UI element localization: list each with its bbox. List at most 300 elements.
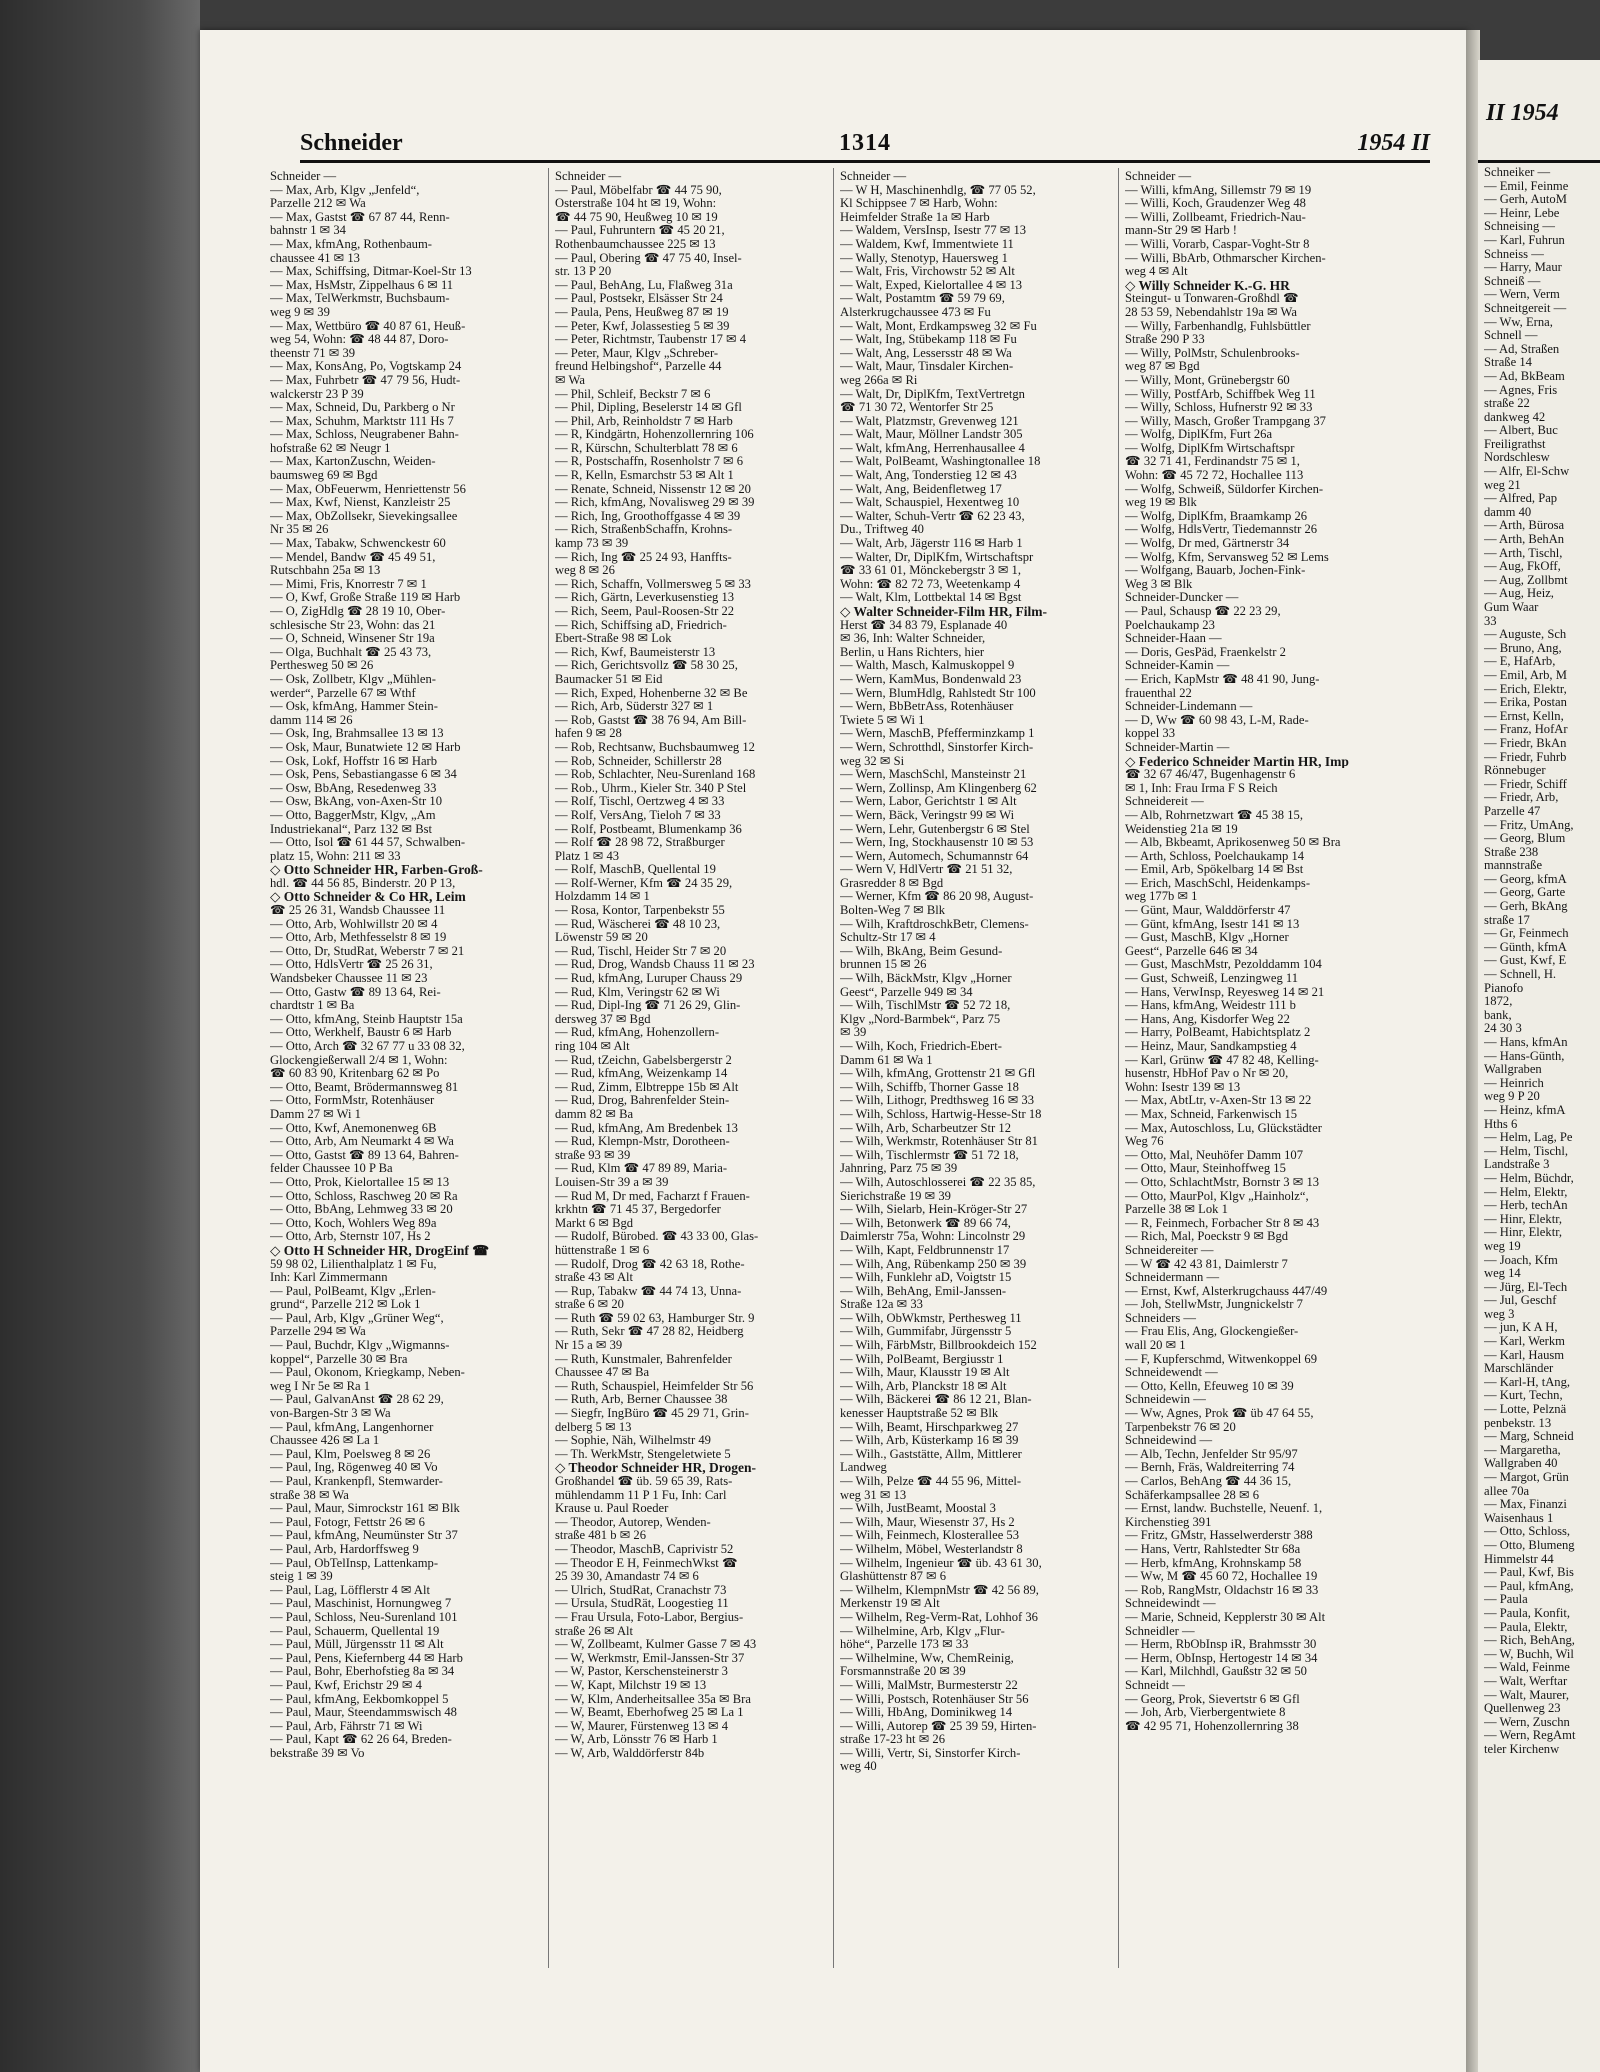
next-page-entry: — Ernst, Kelln, [1484,709,1564,723]
directory-entry: — Herm, RbObInsp iR, Brahmsstr 30 [1125,1638,1317,1652]
directory-entry: — Rosa, Kontor, Tarpenbekstr 55 [555,904,725,918]
directory-entry: — Rud, Tischl, Heider Str 7 ✉ 20 [555,944,727,958]
directory-entry: — Peter, Kwf, Jolassestieg 5 ✉ 39 [555,319,730,333]
directory-entry: — Paul, Obering ☎ 47 75 40, Insel- [555,251,742,265]
directory-entry: — Rud, Dipl-Ing ☎ 71 26 29, Glin- [555,999,741,1013]
next-page-column [1484,166,1600,1756]
directory-entry: — Wilhelm, KlempnMstr ☎ 42 56 89, [840,1583,1039,1597]
directory-entry: Osterstraße 104 ht ✉ 19, Wohn: [555,197,717,211]
directory-entry: — Otto, MaurPol, Klgv „Hainholz“, [1125,1189,1309,1203]
directory-entry: — Walter, Schuh-Vertr ☎ 62 23 43, [840,509,1025,523]
directory-entry: grund“, Parzelle 212 ✉ Lok 1 [270,1298,421,1312]
directory-entry: — Wilh, PolBeamt, Bergiusstr 1 [840,1352,1004,1366]
directory-entry: — Willy, Farbenhandlg, Fuhlsbüttler [1125,319,1311,333]
directory-entry: ☎ 33 61 01, Mönckebergstr 3 ✉ 1, [840,564,1021,578]
directory-page [200,30,1468,2072]
next-page-entry: — Heinrich [1484,1076,1544,1090]
directory-entry: ☎ 42 95 71, Hohenzollernring 38 [1125,1719,1299,1733]
directory-entry: — Heinz, Maur, Sandkampstieg 4 [1125,1040,1297,1053]
next-page-entry: — Agnes, Fris [1484,383,1558,397]
directory-entry: — D, Ww ☎ 60 98 43, L-M, Rade- [1125,713,1309,727]
directory-entry: hofstraße 62 ✉ Neugr 1 [270,441,391,455]
directory-entry: — Theodor E H, FeinmechWkst ☎ [555,1556,738,1570]
next-page-entry: 33 [1484,614,1497,628]
directory-entry: — Wilh, KraftdroschkBetr, Clemens- [840,917,1029,931]
next-page-entry: — Helm, Tischl, [1484,1144,1568,1158]
directory-entry: — Frau Elis, Ang, Glockengießer- [1125,1325,1299,1339]
directory-entry: — O, ZigHdlg ☎ 28 19 10, Ober- [270,605,446,618]
directory-entry: — Walth, Masch, Kalmuskoppel 9 [840,659,1015,673]
directory-entry: — Waldem, VersInsp, Isestr 77 ✉ 13 [840,224,1027,238]
directory-entry: — Wilhelm, Ingenieur ☎ üb. 43 61 30, [840,1556,1042,1570]
next-page-entry: — Hans, kfmAn [1484,1036,1568,1049]
column-divider [548,168,549,1968]
directory-entry: — Paul, kfmAng, Langenhorner [270,1420,434,1434]
directory-entry: — Rob, Gastst ☎ 38 76 94, Am Bill- [555,713,747,727]
next-page-entry: — W, Buchh, Wil [1484,1647,1574,1661]
directory-entry: — Paul, BehAng, Lu, Flaßweg 31a [555,278,733,292]
header-year-volume: 1954 II [1357,130,1430,156]
directory-entry: weg 4 ✉ Alt [1125,265,1188,279]
next-page-entry: — Marg, Schneid [1484,1430,1574,1444]
directory-entry: — Willi, Autorep ☎ 25 39 59, Hirten- [840,1719,1037,1733]
directory-entry: — Wally, Stenotyp, Hauersweg 1 [840,251,1008,265]
directory-entry: — Rich, Exped, Hohenberne 32 ✉ Be [555,686,748,700]
directory-entry: — Max, kfmAng, Rothenbaum- [270,237,432,251]
directory-entry: von-Bargen-Str 3 ✉ Wa [270,1407,391,1421]
directory-entry: — Paul, Kapt ☎ 62 26 64, Breden- [270,1733,452,1747]
directory-entry: — Osk, Lokf, Hoffstr 16 ✉ Harb [270,754,438,768]
directory-entry: Schneidereiter — [1125,1243,1214,1257]
directory-entry: — Wilh, TischlMstr ☎ 52 72 18, [840,999,1011,1013]
directory-entry: — Hans, kfmAng, Weidestr 111 b [1125,999,1296,1013]
directory-entry: chardtstr 1 ✉ Ba [270,999,355,1013]
directory-entry: — Fritz, GMstr, Hasselwerderstr 388 [1125,1529,1313,1543]
next-page-header: II 1954 [1486,100,1559,126]
directory-entry: — Walt, Arb, Jägerstr 116 ✉ Harb 1 [840,537,1023,551]
next-page-entry: — Auguste, Sch [1484,628,1567,642]
directory-entry: — Rud, Drog, Bahrenfelder Stein- [555,1094,730,1108]
directory-entry: ☎ 71 30 72, Wentorfer Str 25 [840,401,994,415]
directory-entry: — Max, ObFeuerwm, Henriettenstr 56 [270,482,466,496]
directory-entry: — W, Kapt, Milchstr 19 ✉ 13 [555,1678,707,1692]
directory-column-3 [840,170,1115,1980]
next-page-entry: — Aug, Heiz, [1484,587,1554,601]
directory-entry: — Wilh, Bäckerei ☎ 86 12 21, Blan- [840,1393,1032,1407]
directory-entry: — Alb, Techn, Jenfelder Str 95/97 [1125,1447,1298,1461]
directory-entry: Weg 3 ✉ Blk [1125,577,1193,591]
directory-entry: — Walter, Dr, DiplKfm, Wirtschaftspr [840,550,1034,564]
directory-entry: — Paul, Postsekr, Elsässer Str 24 [555,292,723,306]
directory-entry: — Rich, Schaffn, Vollmersweg 5 ✉ 33 [555,577,751,591]
directory-entry: — Wolfg, HdlsVertr, Tiedemannstr 26 [1125,523,1318,537]
directory-entry: ✉ Wa [555,373,585,387]
next-page-entry: — Heinr, Lebe [1484,206,1560,220]
directory-entry: ◇ Federico Schneider Martin HR, Imp [1125,754,1349,769]
directory-entry: — Max, Wettbüro ☎ 40 87 61, Heuß- [270,319,466,333]
next-page-entry: — Fritz, UmAng, [1484,818,1574,832]
next-page-entry: — Georg, Blum [1484,832,1566,846]
directory-entry: weg 9 ✉ 39 [270,305,330,319]
next-page-entry: — Emil, Arb, M [1484,668,1567,682]
next-page-entry: — Arth, BehAn [1484,533,1565,547]
next-page-entry: Hths 6 [1484,1117,1518,1131]
directory-entry: chaussee 41 ✉ 13 [270,251,360,265]
next-page-entry: — Max, Finanzi [1484,1498,1567,1512]
directory-entry: weg I Nr 5e ✉ Ra 1 [270,1379,371,1393]
directory-entry: — Ww, M ☎ 45 60 72, Hochallee 19 [1125,1570,1318,1584]
next-page-entry: — Wald, Feinme [1484,1661,1570,1675]
directory-entry: ☎ 44 75 90, Heußweg 10 ✉ 19 [555,210,718,224]
next-page-entry: — Erich, Elektr, [1484,682,1567,696]
directory-entry: — Willi, Postsch, Rotenhäuser Str 56 [840,1692,1029,1706]
directory-entry: — R, Postschaffn, Rosenholstr 7 ✉ 6 [555,455,744,469]
next-page-entry: — Hinr, Elektr, [1484,1226,1563,1240]
directory-entry: — Paul, Krankenpfl, Stemwarder- [270,1475,443,1488]
directory-entry: — Paul, Maur, Simrockstr 161 ✉ Blk [270,1502,460,1516]
directory-entry: str. 13 P 20 [555,265,612,279]
directory-entry: — Max, KonsAng, Po, Vogtskamp 24 [270,360,462,374]
directory-entry: — Alb, Bkbeamt, Aprikosenweg 50 ✉ Bra [1125,836,1341,850]
directory-entry: — Rolf, Tischl, Oertzweg 4 ✉ 33 [555,795,725,809]
next-page-entry: Straße 14 [1484,356,1532,370]
directory-entry: — Wolfg, DiplKfm Wirtschaftspr [1125,441,1295,455]
directory-entry: Klgv „Nord-Barmbek“, Parz 75 [840,1012,1001,1026]
directory-entry: ◇ Otto H Schneider HR, DrogEinf ☎ [270,1243,490,1258]
directory-entry: — Wilhelmine, Ww, ChemReinig, [840,1651,1014,1665]
next-page-entry: — Jul, Geschf [1484,1294,1557,1308]
directory-entry: — Walt, Schauspiel, Hexentweg 10 [840,496,1020,510]
directory-entry: — Otto, FormMstr, Rotenhäuser [270,1094,435,1108]
directory-entry: — Max, Schloss, Neugrabener Bahn- [270,428,459,442]
next-page-entry: Waisenhaus 1 [1484,1511,1554,1525]
directory-entry: Schneider-Haan — [1125,632,1222,646]
next-page-entry: — Lotte, Pelznä [1484,1403,1567,1417]
directory-entry: ring 104 ✉ Alt [555,1040,630,1053]
directory-entry: — Rolf, MaschB, Quellental 19 [555,863,716,877]
directory-entry: — Rob, Schlachter, Neu-Surenland 168 [555,768,756,782]
directory-entry: — Ernst, Kwf, Alsterkrugchauss 447/49 [1125,1284,1328,1298]
directory-entry: — Max, Tabakw, Schwenckestr 60 [270,537,446,551]
directory-entry: — Rich, StraßenbSchaffn, Krohns- [555,523,733,537]
next-page-entry: Quellenweg 23 [1484,1702,1561,1716]
directory-entry: — Max, TelWerkmstr, Buchsbaum- [270,292,450,306]
directory-entry: Schäferkampsallee 28 ✉ 6 [1125,1488,1259,1502]
directory-entry: — Wilh, Beamt, Hirschparkweg 27 [840,1420,1019,1434]
directory-entry: — Walt, Platzmstr, Grevenweg 121 [840,414,1019,428]
next-page-entry: Schneiss — [1484,247,1544,261]
directory-entry: — Otto, BaggerMstr, Klgv, „Am [270,808,436,822]
next-page-entry: — Karl, Fuhrun [1484,233,1565,247]
next-page-entry: — Karl, Werkm [1484,1335,1565,1349]
next-page-entry: — Friedr, Fuhrb [1484,750,1567,764]
next-page-entry: — Aug, FkOff, [1484,560,1561,574]
directory-entry: — Herm, ObInsp, Hertogestr 14 ✉ 34 [1125,1651,1318,1665]
directory-entry: Chaussee 47 ✉ Ba [555,1366,650,1380]
directory-entry: weg 87 ✉ Bgd [1125,360,1200,374]
directory-entry: — Willi, Vertr, Si, Sinstorfer Kirch- [840,1746,1021,1760]
directory-entry: — Paul, Buchdr, Klgv „Wigmanns- [270,1339,450,1353]
next-page-entry: damm 40 [1484,505,1532,519]
directory-entry: Schultz-Str 17 ✉ 4 [840,931,936,945]
next-page-entry: — Wern, RegAmt [1484,1729,1576,1743]
directory-entry: — Theodor, Autorep, Wenden- [555,1515,711,1529]
directory-entry: — Rud M, Dr med, Facharzt f Frauen- [555,1189,750,1203]
directory-entry: — Otto, Kwf, Anemonenweg 6B [270,1121,437,1135]
directory-entry: Nr 35 ✉ 26 [270,523,329,537]
next-page-entry: — Ad, BkBeam [1484,369,1565,383]
directory-entry: straße 17-23 ht ✉ 26 [840,1733,945,1747]
directory-entry: Schneider-Lindemann — [1125,700,1253,714]
directory-entry: — Otto, Dr, StudRat, Weberstr 7 ✉ 21 [270,944,465,958]
directory-entry: Rothenbaumchaussee 225 ✉ 13 [555,237,716,251]
next-page-entry: mannstraße [1484,859,1543,873]
directory-column-4 [1125,170,1400,1980]
directory-entry: — Paul, Schausp ☎ 22 23 29, [1125,605,1281,618]
directory-entry: — Willy, Schloss, Hufnerstr 92 ✉ 33 [1125,401,1313,415]
directory-entry: Geest“, Parzelle 949 ✉ 34 [840,985,973,999]
directory-entry: straße 6 ✉ 20 [555,1298,624,1312]
directory-entry: — R, Kindgärtn, Hohenzollernring 106 [555,428,754,442]
directory-entry: Schneider-Duncker — [1125,591,1239,605]
directory-entry: werder“, Parzelle 67 ✉ Wthf [270,686,416,700]
directory-entry: ◇ Willy Schneider K.-G. HR [1125,278,1290,293]
directory-entry: — F, Kupferschmd, Witwenkoppel 69 [1125,1352,1318,1366]
directory-entry: — Paul, Müll, Jürgensstr 11 ✉ Alt [270,1638,444,1652]
directory-entry: — Willi, HbAng, Dominikweg 14 [840,1706,1013,1720]
next-page-entry: Rönnebuger [1484,764,1546,778]
directory-entry: — Walt, Ang, Lessersstr 48 ✉ Wa [840,346,1012,360]
directory-entry: weg 19 ✉ Blk [1125,496,1197,510]
directory-entry: — Max, Arb, Klgv „Jenfeld“, [270,183,420,197]
next-page-entry: — Paula, Konfit, [1484,1606,1571,1620]
directory-entry: bahnstr 1 ✉ 34 [270,224,346,238]
directory-entry: — Ruth, Arb, Berner Chaussee 38 [555,1393,728,1407]
directory-entry: — Alb, Rohrnetzwart ☎ 45 38 15, [1125,808,1303,822]
directory-entry: — Gust, Schweiß, Lenzingweg 11 [1125,972,1299,986]
directory-entry: — W, Arb, Lönsstr 76 ✉ Harb 1 [555,1733,718,1747]
directory-entry: — Carlos, BehAng ☎ 44 36 15, [1125,1475,1292,1488]
next-page-entry: Schneising — [1484,220,1556,234]
directory-entry: — Max, Schiffsing, Ditmar-Koel-Str 13 [270,265,472,279]
next-page-entry: — Walt, Werftar [1484,1674,1568,1688]
next-page-entry: — Emil, Feinme [1484,179,1569,193]
next-page-entry: — Ww, Erna, [1484,315,1553,329]
directory-entry: Heimfelder Straße 1a ✉ Harb [840,210,990,224]
directory-entry: walckerstr 23 P 39 [270,387,364,401]
directory-entry: — Otto, Isol ☎ 61 44 57, Schwalben- [270,836,466,850]
directory-entry: — Otto, kfmAng, Steinb Hauptstr 15a [270,1012,463,1026]
directory-entry: — Gust, MaschB, Klgv „Horner [1125,931,1289,945]
directory-entry: — Otto, Schloss, Raschweg 20 ✉ Ra [270,1189,458,1203]
next-page-entry: — Albert, Buc [1484,424,1558,438]
directory-entry: — Wilhelm, Reg-Verm-Rat, Lohhof 36 [840,1610,1038,1624]
directory-entry: straße 38 ✉ Wa [270,1488,349,1502]
directory-entry: — Rolf ☎ 28 98 72, Straßburger [555,836,725,850]
directory-entry: — Rud, tZeichn, Gabelsbergerstr 2 [555,1053,732,1067]
directory-entry: — Wilh, BkAng, Beim Gesund- [840,944,1003,958]
next-page-entry: — Aug, Zollbmt [1484,573,1568,587]
directory-entry: — Karl, Milchhdl, Gaußstr 32 ✉ 50 [1125,1665,1307,1679]
directory-entry: — Georg, Prok, Sievertstr 6 ✉ Gfl [1125,1692,1300,1706]
directory-entry: — Rud, Zimm, Elbtreppe 15b ✉ Alt [555,1080,739,1094]
directory-entry: — Waldem, Kwf, Immentwiete 11 [840,237,1014,251]
next-page-edge [1478,60,1600,2072]
directory-entry: — Paul, Lag, Löfflerstr 4 ✉ Alt [270,1583,431,1597]
directory-entry: — Ernst, landw. Buchstelle, Neuenf. 1, [1125,1502,1323,1516]
next-page-entry: — Joach, Kfm [1484,1253,1558,1267]
next-page-entry: — Paul, Kwf, Bis [1484,1566,1574,1580]
directory-entry: — Rud, kfmAng, Hohenzollern- [555,1026,720,1040]
next-page-entry: 1872, [1484,995,1513,1009]
directory-entry: Industriekanal“, Parz 132 ✉ Bst [270,822,432,836]
directory-entry: — Walt, Postamtm ☎ 59 79 69, [840,292,1005,306]
directory-entry: 28 53 59, Nebendahlstr 19a ✉ Wa [1125,305,1297,319]
directory-entry: — Rud, Klm, Veringstr 62 ✉ Wi [555,985,720,999]
directory-entry: kenesser Hauptstraße 52 ✉ Blk [840,1407,999,1421]
directory-entry: ☎ 25 26 31, Wandsb Chaussee 11 [270,904,446,918]
next-page-entry: Pianofo [1484,981,1524,995]
column-head: Schneider — [840,170,907,183]
directory-column-2 [555,170,830,1980]
directory-entry: — Sophie, Näh, Wilhelmstr 49 [555,1434,711,1448]
next-page-entry: 24 30 3 [1484,1022,1522,1036]
directory-entry: — Ruth, Kunstmaler, Bahrenfelder [555,1352,732,1366]
next-page-entry: — Margot, Grün [1484,1471,1569,1484]
directory-entry: — Rich, Seem, Paul-Roosen-Str 22 [555,605,735,618]
directory-entry: — Paul, Arb, Fährstr 71 ✉ Wi [270,1719,423,1733]
directory-entry: — Paula, Pens, Heußweg 87 ✉ 19 [555,305,729,319]
directory-entry: Straße 290 P 33 [1125,333,1205,347]
directory-entry: Perthesweg 50 ✉ 26 [270,659,374,673]
directory-entry: ◇ Theodor Schneider HR, Drogen- [555,1461,757,1475]
directory-entry: — Wern, Ing, Stockhausenstr 10 ✉ 53 [840,836,1034,850]
directory-entry: — Ruth, Schauspiel, Heimfelder Str 56 [555,1379,754,1393]
directory-entry: — Wilh, Autoschlosserei ☎ 22 35 85, [840,1175,1036,1189]
directory-entry: — Paul, Schauerm, Quellental 19 [270,1624,440,1638]
next-page-entry: weg 14 [1484,1267,1521,1281]
next-page-entry: — Gust, Kwf, E [1484,954,1567,968]
next-page-entry: — Schnell, H. [1484,968,1557,982]
next-page-entry: Marschländer [1484,1362,1554,1376]
column-divider [1118,168,1119,1968]
directory-entry: — Otto, HdlsVertr ☎ 25 26 31, [270,958,433,972]
directory-entry: Markt 6 ✉ Bgd [555,1216,634,1230]
directory-entry: — Osk, Ing, Brahmsallee 13 ✉ 13 [270,727,444,741]
directory-entry: — Osk, Zollbetr, Klgv „Mühlen- [270,672,436,686]
directory-entry: — Wilh, Werkmstr, Rotenhäuser Str 81 [840,1135,1038,1149]
directory-entry: Schneidewendt — [1125,1366,1218,1380]
directory-entry: — Wilh, Schiffb, Thorner Gasse 18 [840,1080,1019,1094]
directory-entry: — Wolfg, DiplKfm, Braamkamp 26 [1125,509,1308,523]
directory-entry: Wohn: ☎ 82 72 73, Weetenkamp 4 [840,577,1021,591]
directory-entry: — W, Maurer, Fürstenweg 13 ✉ 4 [555,1719,729,1733]
directory-entry: — Rud, Wäscherei ☎ 48 10 23, [555,917,721,931]
directory-entry: — Wilh, Ang, Rübenkamp 250 ✉ 39 [840,1257,1027,1271]
next-page-entry: — Friedr, Schiff [1484,777,1567,791]
directory-entry: koppel 33 [1125,727,1176,741]
directory-entry: — Rich, Schiffsing aD, Friedrich- [555,618,727,632]
directory-entry: Daimlerstr 75a, Wohn: Lincolnstr 29 [840,1230,1026,1244]
directory-entry: — Walt, Fris, Virchowstr 52 ✉ Alt [840,265,1015,279]
next-page-entry: — Bruno, Ang, [1484,641,1562,655]
directory-entry: — R, Feinmech, Forbacher Str 8 ✉ 43 [1125,1216,1320,1230]
next-page-entry: — Georg, Garte [1484,886,1566,900]
directory-entry: höhe“, Parzelle 173 ✉ 33 [840,1638,969,1652]
next-page-entry: Schnell — [1484,329,1538,343]
directory-entry: Ebert-Straße 98 ✉ Lok [555,632,672,646]
directory-entry: — Paul, Maschinist, Hornungweg 7 [270,1597,452,1611]
directory-entry: Parzelle 212 ✉ Wa [270,197,366,211]
directory-entry: — Willy, Mont, Grünebergstr 60 [1125,373,1290,387]
directory-entry: — Arth, Schloss, Poelchaukamp 14 [1125,849,1305,863]
directory-entry: — Wilh, Maur, Klausstr 19 ✉ Alt [840,1366,1010,1380]
directory-entry: — Osk, Pens, Sebastiangasse 6 ✉ 34 [270,768,457,782]
directory-entry: — Osk, kfmAng, Hammer Stein- [270,700,438,714]
directory-entry: — Otto, Maur, Steinhoffweg 15 [1125,1162,1286,1176]
directory-entry: — Willi, Zollbeamt, Friedrich-Nau- [1125,210,1306,224]
directory-entry: brunnen 15 ✉ 26 [840,958,927,972]
directory-entry: — Otto, Arb, Methfesselstr 8 ✉ 19 [270,931,447,945]
directory-entry: — Walt, Klm, Lottbektal 14 ✉ Bgst [840,591,1022,605]
column-head: Schneider — [270,170,337,183]
directory-entry: — Renate, Schneid, Nissenstr 12 ✉ 20 [555,482,751,496]
next-page-entry: Nordschlesw [1484,451,1550,465]
directory-entry: Landweg [840,1461,887,1475]
directory-entry: Löwenstr 59 ✉ 20 [555,931,648,945]
directory-entry: — W, Pastor, Kerschensteinerstr 3 [555,1665,728,1679]
directory-entry: — Paul, kfmAng, Eekbomkoppel 5 [270,1692,449,1706]
directory-entry: — Wilh, Sielarb, Hein-Kröger-Str 27 [840,1203,1028,1217]
next-page-entry: straße 17 [1484,913,1530,927]
directory-entry: — Otto, Koch, Wohlers Weg 89a [270,1216,437,1230]
directory-entry: Chaussee 426 ✉ La 1 [270,1434,380,1448]
directory-entry: platz 15, Wohn: 211 ✉ 33 [270,849,401,863]
directory-entry: Twiete 5 ✉ Wi 1 [840,713,925,727]
next-page-entry: Parzelle 47 [1484,804,1541,818]
next-page-entry: Schneiß — [1484,274,1541,288]
directory-entry: Wandsbeker Chaussee 11 ✉ 23 [270,972,428,986]
directory-entry: hüttenstraße 1 ✉ 6 [555,1243,650,1257]
next-page-entry: — Margaretha, [1484,1443,1561,1457]
directory-entry: — W, Arb, Walddörferstr 84b [555,1746,705,1760]
directory-entry: — Ww, Agnes, Prok ☎ üb 47 64 55, [1125,1407,1314,1421]
directory-entry: Tarpenbekstr 76 ✉ 20 [1125,1420,1236,1434]
next-page-entry: — Friedr, BkAn [1484,736,1567,750]
next-page-entry: — Heinz, kfmA [1484,1103,1566,1117]
directory-entry: — Walt, Ang, Beidenfletweg 17 [840,482,1002,496]
directory-entry: weg 8 ✉ 26 [555,564,615,578]
directory-entry: — Otto, SchlachtMstr, Bornstr 3 ✉ 13 [1125,1175,1320,1189]
directory-entry: — Rud, kfmAng, Am Bredenbek 13 [555,1121,738,1135]
directory-entry: — Phil, Arb, Reinholdstr 7 ✉ Harb [555,414,733,428]
directory-entry: ✉ 39 [840,1026,867,1040]
directory-entry: — Otto, Gastw ☎ 89 13 64, Rei- [270,985,441,999]
directory-entry: — Walt, Exped, Kielortallee 4 ✉ 13 [840,278,1023,292]
directory-entry: weg 31 ✉ 13 [840,1488,907,1502]
directory-entry: ◇ Walter Schneider-Film HR, Film- [840,605,1047,619]
directory-entry: — Wolfg, Dr med, Gärtnerstr 34 [1125,537,1290,551]
next-page-entry: — Paula [1484,1593,1528,1607]
directory-entry: — Rolf, Postbeamt, Blumenkamp 36 [555,822,742,836]
directory-entry: — Gust, MaschMstr, Pezolddamm 104 [1125,958,1322,972]
next-page-rule [1478,160,1600,163]
directory-entry: — Willy, PostfArb, Schiffbek Weg 11 [1125,387,1316,401]
directory-entry: — Wern, BlumHdlg, Rahlstedt Str 100 [840,686,1036,700]
directory-entry: — W H, Maschinenhdlg, ☎ 77 05 52, [840,183,1036,197]
directory-entry: — Max, Gastst ☎ 67 87 44, Renn- [270,210,450,224]
directory-entry: — Paul, Schloss, Neu-Surenland 101 [270,1610,458,1624]
